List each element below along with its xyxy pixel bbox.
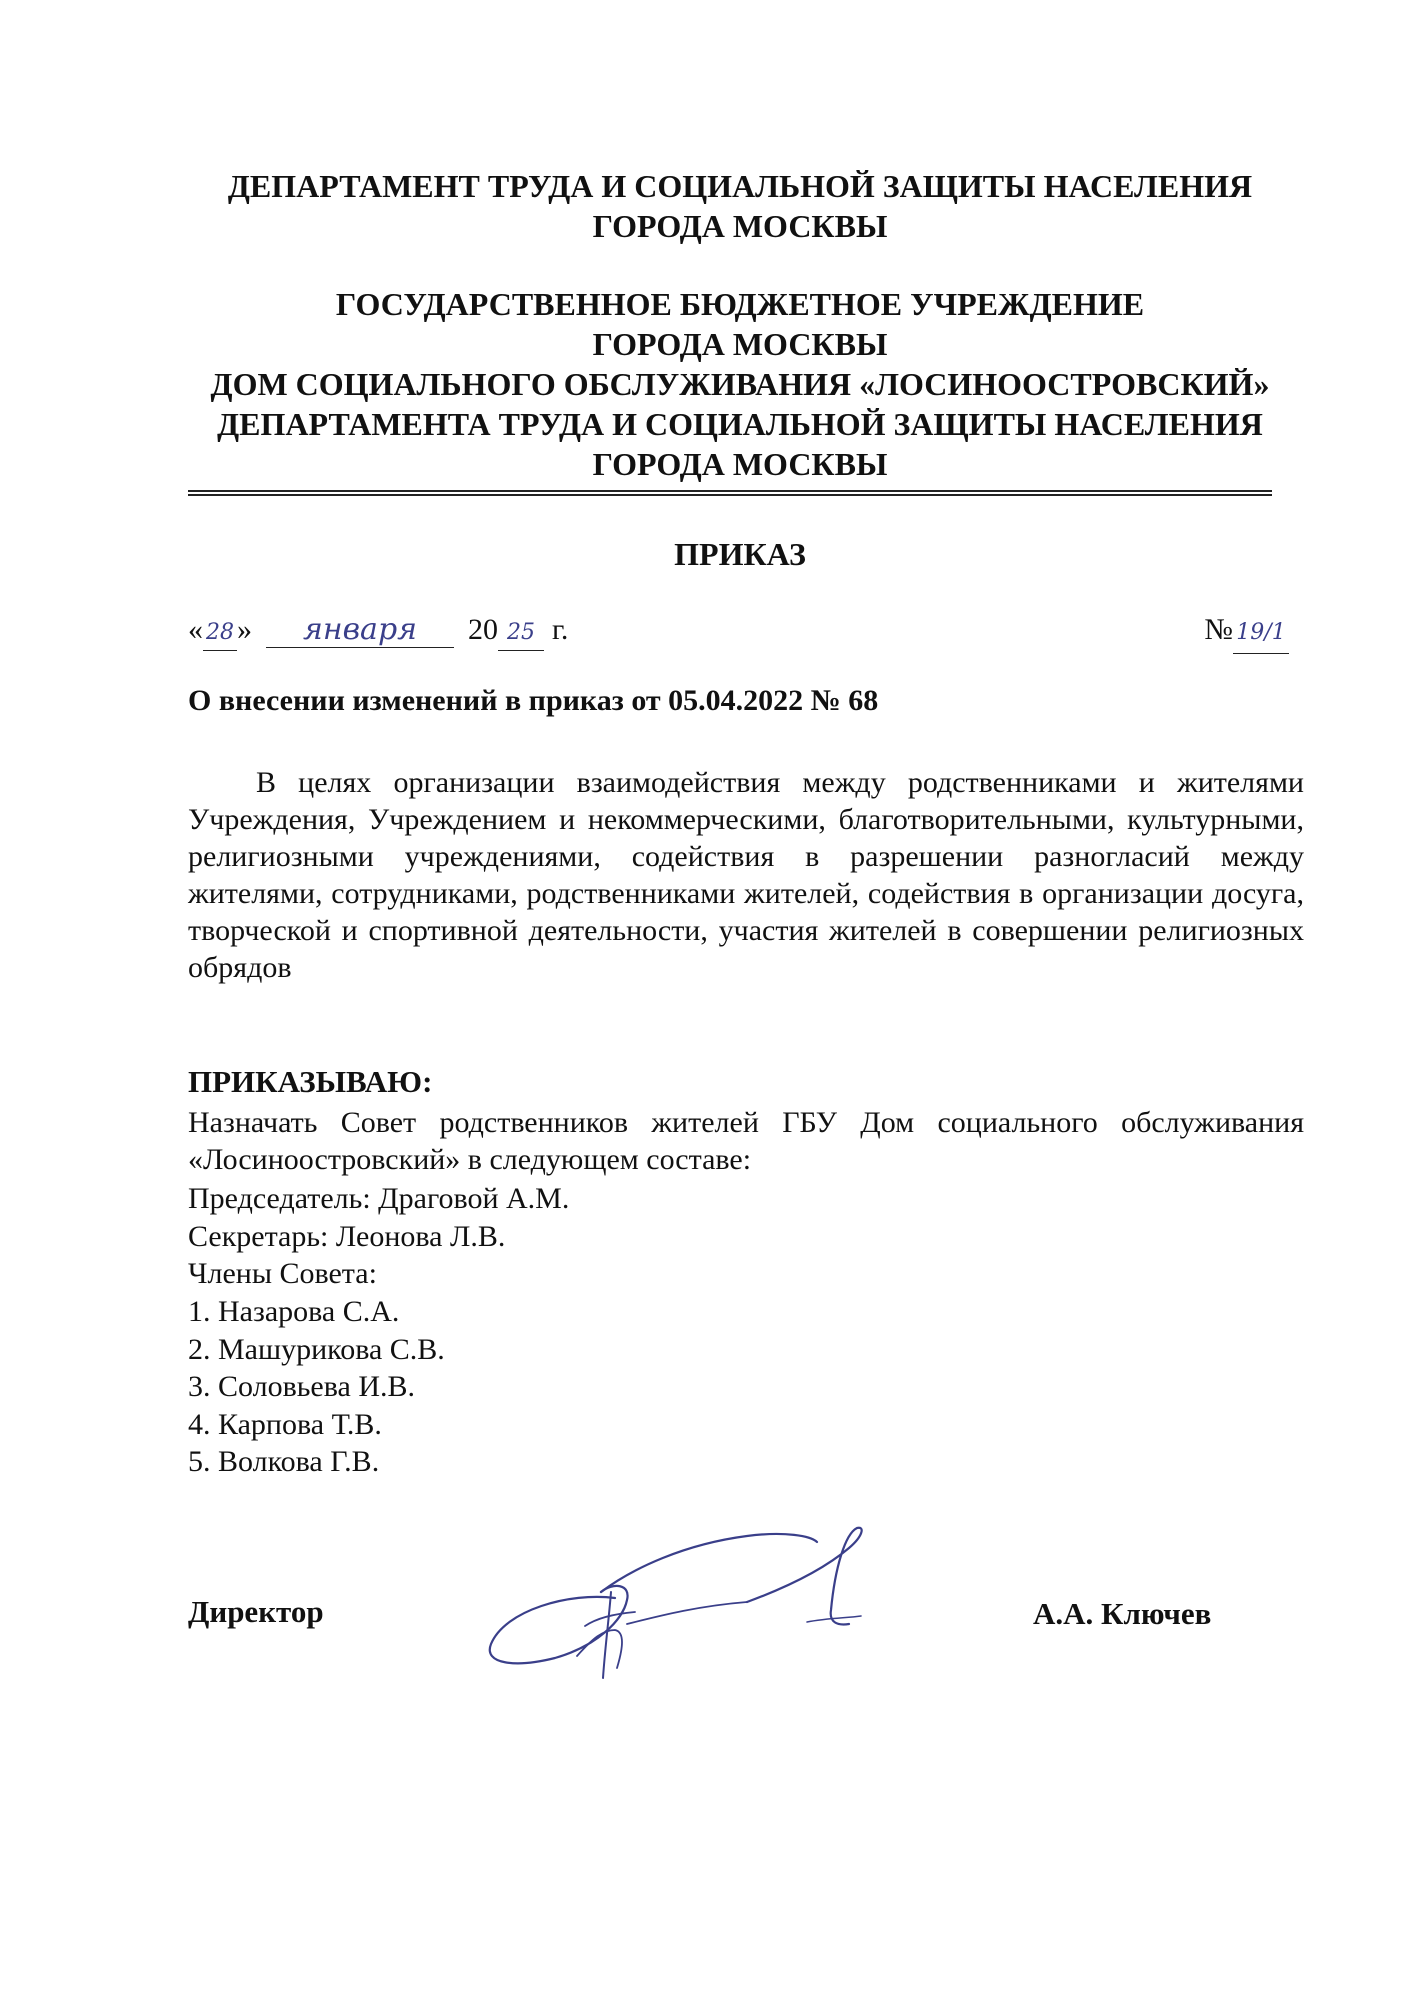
- order-date: [188, 610, 568, 651]
- list-item: 3. Соловьева И.В.: [188, 1370, 416, 1403]
- order-word: ПРИКАЗЫВАЮ:: [188, 1064, 433, 1099]
- handwritten-signature: [485, 1518, 965, 1688]
- department-line-1: ДЕПАРТАМЕНТ ТРУДА И СОЦИАЛЬНОЙ ЗАЩИТЫ НАСЕЛЕНИЯ: [227, 168, 1253, 204]
- members-list: [188, 1293, 445, 1481]
- organization-line-1: ГОСУДАРСТВЕННОЕ БЮДЖЕТНОЕ УЧРЕЖДЕНИЕ: [335, 286, 1145, 322]
- members-label: Члены Совета:: [188, 1257, 377, 1290]
- handwritten-day: 28: [203, 616, 237, 651]
- organization-line-4: ДЕПАРТАМЕНТА ТРУДА И СОЦИАЛЬНОЙ ЗАЩИТЫ НАСЕЛЕНИЯ: [217, 406, 1263, 442]
- organization-line-2: ГОРОДА МОСКВЫ: [592, 326, 888, 362]
- document-title: ПРИКАЗ: [674, 536, 806, 572]
- header-double-rule: [188, 490, 1272, 496]
- order-number: [1204, 610, 1289, 654]
- date-year-suffix: г.: [552, 613, 569, 646]
- chairman-line: Председатель: Драговой А.М.: [188, 1182, 570, 1215]
- handwritten-year: 25: [498, 616, 544, 651]
- list-item: 1. Назарова С.А.: [188, 1295, 400, 1328]
- organization-line-5: ГОРОДА МОСКВЫ: [592, 446, 888, 482]
- department-line-2: ГОРОДА МОСКВЫ: [592, 208, 888, 244]
- signatory-position: Директор: [188, 1594, 324, 1629]
- handwritten-month: января: [266, 613, 454, 648]
- date-century: 20: [468, 613, 498, 646]
- department-header: [170, 166, 1310, 246]
- list-item: 4. Карпова Т.В.: [188, 1407, 382, 1441]
- number-sign: №: [1204, 613, 1233, 646]
- secretary-line: Секретарь: Леонова Л.В.: [188, 1220, 506, 1253]
- list-item: 5. Волкова Г.В.: [188, 1445, 380, 1478]
- order-subject: О внесении изменений в приказ от 05.04.2022 № 68: [188, 684, 879, 717]
- signatory-name: А.А. Ключев: [1033, 1596, 1212, 1631]
- organization-line-3: ДОМ СОЦИАЛЬНОГО ОБСЛУЖИВАНИЯ «ЛОСИНООСТРОВСКИЙ»: [210, 366, 1270, 402]
- appointment-paragraph: Назначать Совет родственников жителей ГБУ Дом социального обслуживания «Лосиноостровский» в следующем составе:: [188, 1106, 1304, 1176]
- handwritten-number: 19/1: [1233, 613, 1289, 654]
- list-item: 2. Машурикова С.В.: [188, 1332, 445, 1366]
- date-close-quote: »: [237, 613, 252, 646]
- organization-header: [170, 284, 1310, 484]
- preamble-paragraph: В целях организации взаимодействия между родственниками и жителями Учреждения, Учреждением и некоммерческими, благотворительными, культурными, религиозными учреждениями, содействия в разрешении разногласий между жителями, сотрудниками, родственниками жителей, содействия в организации досуга, творческой и спортивной деятельности, участия жителей в совершении религиозных обрядов: [188, 766, 1304, 984]
- date-open-quote: «: [188, 613, 203, 646]
